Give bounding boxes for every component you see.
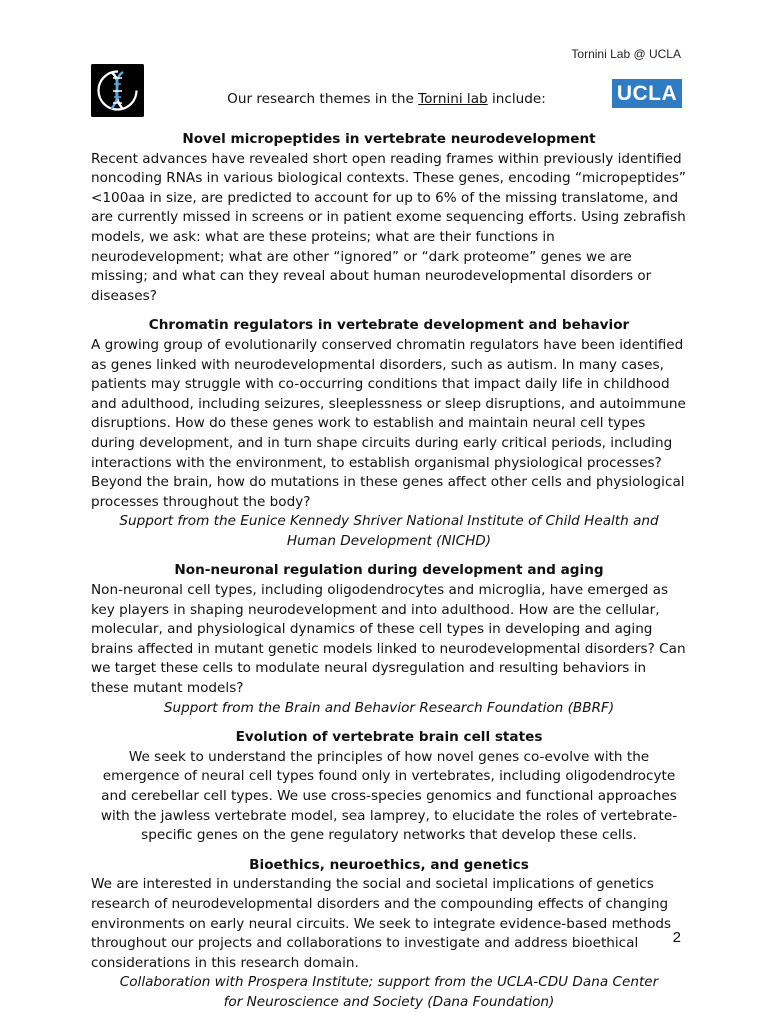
header-lab-name: Tornini Lab @ UCLA bbox=[571, 47, 681, 61]
section-support: Support from the Brain and Behavior Research Foundation (BBRF) bbox=[163, 699, 615, 716]
section-body: Non-neuronal cell types, including oligodendrocytes and microglia, have emerged as key players in shaping neurodevelopment and into adulthood. How are the cellular, molecular, and physiological dynamics of these cell types in developing and aging brains affected in mutant genetic models linked to neurodevelopmental disorders? Can we target these cells to modulate neural dysregulation and resulting behaviors in these mutant models? bbox=[91, 582, 686, 697]
section-support: Collaboration with Prospera Institute; support from the UCLA-CDU Dana Center for Neuroscience and Society (Dana Foundation) bbox=[119, 974, 659, 1010]
section-title: Evolution of vertebrate brain cell states bbox=[235, 729, 543, 746]
section-body: Recent advances have revealed short open reading frames within previously identified noncoding RNAs in various biological contexts. These genes, encoding “micropeptides” <100aa in size, are predicted to account for up to 6% of the missing translatome, and are currently missed in screens or in patient exome sequencing efforts. Using zebrafish models, we ask: what are these proteins; what are their functions in neurodevelopment; what are other “ignored” or “dark proteome” genes we are missing; and what can they reveal about human neurodevelopmental disorders or diseases? bbox=[91, 150, 686, 304]
section-title: Chromatin regulators in vertebrate development and behavior bbox=[148, 317, 630, 334]
section-body: We seek to understand the principles of how novel genes co-evolve with the emergence of neural cell types found only in vertebrates, including oligodendrocyte and cerebellar cell types. We use cross-species genomics and functional approaches with the jawless vertebrate model, sea lamprey, to elucidate the roles of vertebrate-specific genes on the gene regulatory networks that develop these cells. bbox=[100, 748, 678, 844]
section-evolution bbox=[91, 728, 687, 846]
section-bioethics bbox=[91, 856, 687, 1013]
section-title: Novel micropeptides in vertebrate neurodevelopment bbox=[182, 131, 596, 147]
intro-text-before: Our research themes in the bbox=[227, 91, 419, 107]
section-support: Support from the Eunice Kennedy Shriver National Institute of Child Health and Human Development (NICHD) bbox=[119, 513, 659, 549]
page-number: 2 bbox=[672, 929, 681, 946]
section-body: A growing group of evolutionarily conserved chromatin regulators have been identified as genes linked with neurodevelopmental disorders, such as autism. In many cases, patients may struggle with co-occurring conditions that impact daily life in childhood and adulthood, including seizures, sleeplessness or sleep disruptions, and autoimmune disruptions. How do these genes work to establish and maintain neural cell types during development, and in turn shape circuits during early critical periods, including interactions with the environment, to establish organismal physiological processes? Beyond the brain, how do mutations in these genes affect other cells and physiological processes throughout the body? bbox=[91, 336, 686, 510]
research-themes bbox=[91, 130, 687, 1013]
section-title: Non-neuronal regulation during development and aging bbox=[174, 562, 604, 579]
intro-text-after: include: bbox=[487, 91, 546, 107]
intro-line bbox=[0, 91, 773, 107]
ucla-logo: UCLA bbox=[612, 79, 682, 108]
tornini-lab-link[interactable]: Tornini lab bbox=[418, 91, 488, 107]
section-non-neuronal bbox=[91, 561, 687, 718]
section-title: Bioethics, neuroethics, and genetics bbox=[249, 856, 529, 873]
section-chromatin-regulators bbox=[91, 316, 687, 551]
section-body: We are interested in understanding the social and societal implications of genetics research of neurodevelopmental disorders and the compounding effects of changing environments on early neural circuits. We seek to integrate evidence-based methods throughout our projects and collaborations to investigate and address bioethical considerations in this research domain. bbox=[91, 876, 672, 971]
section-micropeptides bbox=[91, 130, 687, 306]
